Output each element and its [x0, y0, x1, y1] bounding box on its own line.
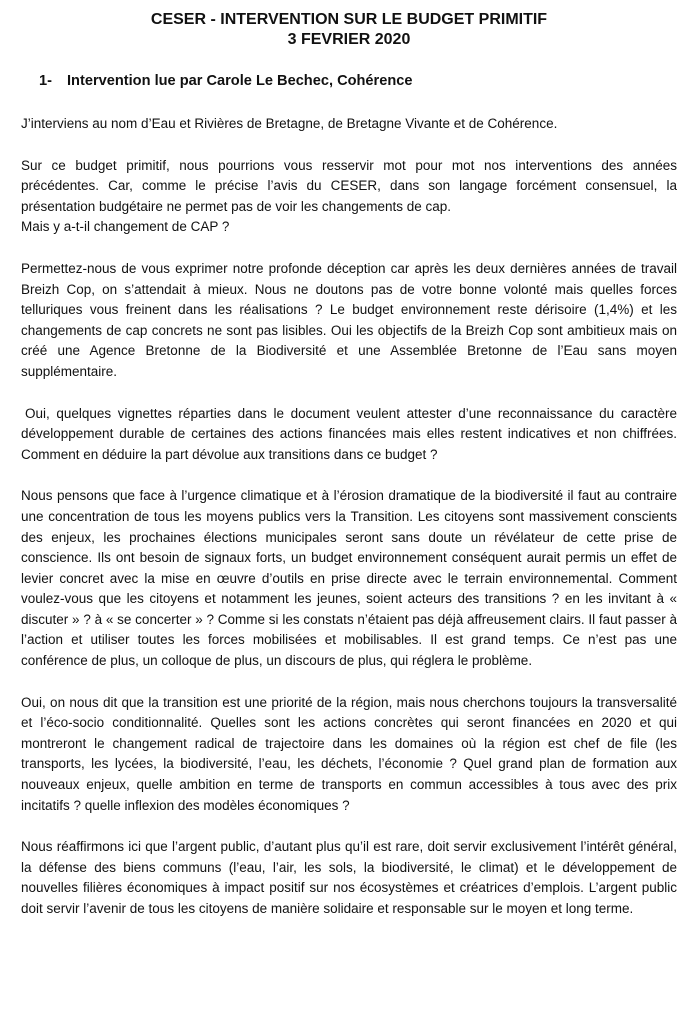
- paragraph-urgence: Nous pensons que face à l’urgence climatique et à l’érosion dramatique de la biodiversité il faut au contraire une concentration de tous les moyens publics vers la Transition. Les citoyens sont massivement conscients des enjeux, les prochaines élections municipales seront sans doute un révélateur de cette prise de conscience. Ils ont besoin de signaux forts, un budget environnement conséquent aurait permis un effet de levier concret avec la mise en œuvre d’outils en prise directe avec le terrain environnemental. Comment voulez-vous que les citoyens et notamment les jeunes, soient acteurs des transitions ? en les invitant à « discuter » ? à « se concerter » ? Comme si les constats n’étaient pas déjà affreusement clairs. Il faut passer à l’action et utiliser toutes les forces mobilisées et mobilisables. Il est grand temps. Ce n’est pas une conférence de plus, un colloque de plus, un discours de plus, qui réglera le problème.: [21, 488, 677, 669]
- section-heading: [39, 72, 677, 90]
- section-heading-text: Intervention lue par Carole Le Bechec, Cohérence: [67, 73, 413, 89]
- paragraph-intro: J’interviens au nom d’Eau et Rivières de Bretagne, de Bretagne Vivante et de Cohérence.: [21, 116, 558, 131]
- title-line-1: CESER - INTERVENTION SUR LE BUDGET PRIMITIF: [150, 11, 548, 28]
- paragraph-vignettes: Oui, quelques vignettes réparties dans le document veulent attester d’une reconnaissance du caractère développement durable de certaines des actions financées mais elles restent indicatives et non chiffrées. Comment en déduire la part dévolue aux transitions dans ce budget ?: [21, 405, 677, 462]
- paragraph-argent-public: Nous réaffirmons ici que l’argent public, d’autant plus qu’il est rare, doit servir exclusivement l’intérêt général, la défense des biens communs (l’eau, l’air, les sols, la biodiversité, le climat) et le développement de nouvelles filières économiques à impact positif sur nos écosystèmes et créatrices d’emplois. L’argent public doit servir l’avenir de tous les citoyens de manière solidaire et responsable sur le moyen et long terme.: [21, 839, 677, 916]
- section-number: 1-: [39, 73, 52, 89]
- paragraph-question: Mais y a-t-il changement de CAP ?: [21, 219, 230, 235]
- paragraph-budget: Sur ce budget primitif, nous pourrions vous resservir mot pour mot nos interventions des années précédentes. Car, comme le précise l’avis du CESER, dans son langage forcément consensuel, la présentation budgétaire ne permet pas de voir les changements de cap.: [21, 157, 677, 214]
- paragraph-deception: Permettez-nous de vous exprimer notre profonde déception car après les deux dernières années de travail Breizh Cop, on s’attendait à mieux. Nous ne doutons pas de votre bonne volonté mais quelles forces telluriques vous freinent dans les réalisations ? Le budget environnement reste dérisoire (1,4%) et les changements de cap concrets ne sont pas lisibles. Oui les objectifs de la Breizh Cop sont ambitieux mais on créé une Agence Bretonne de la Biodiversité et une Assemblée Bretonne de l’Eau sans moyen supplémentaire.: [21, 260, 677, 379]
- paragraph-transition: Oui, on nous dit que la transition est une priorité de la région, mais nous cherchons toujours la transversalité et l’éco-socio conditionnalité. Quelles sont les actions concrètes qui seront financées en 2020 et qui montreront le changement radical de trajectoire dans les domaines où la région est chef de file (les transports, les lycées, la biodiversité, l’eau, les déchets, l’économie ? Quel grand plan de formation aux nouveaux enjeux, quelle ambition en terme de transports en commun accessibles à tous avec des prix incitatifs ? quelle inflexion des modèles économiques ?: [21, 694, 677, 813]
- title-line-2: 3 FEVRIER 2020: [287, 31, 411, 48]
